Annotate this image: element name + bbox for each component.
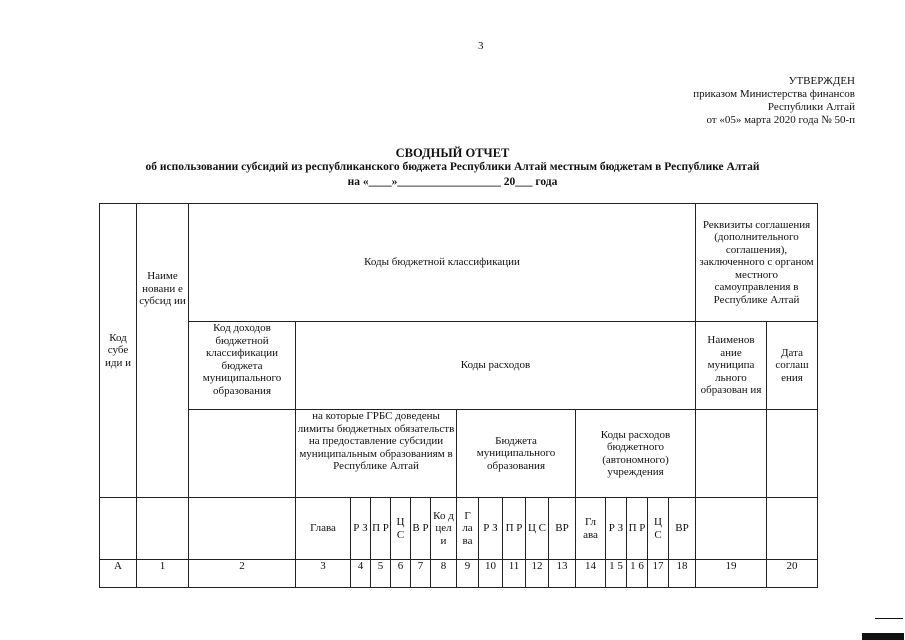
- header-institution-codes: Коды расходов бюджетного (автономного) учреждения: [576, 410, 696, 498]
- sub-empty-2: [189, 498, 296, 560]
- sub-budget-vr: ВР: [549, 498, 576, 560]
- subsidy-report-table: [99, 203, 818, 588]
- header-municipality-name: Наименов ание муниципа льного образован ия: [696, 322, 767, 410]
- num-cell: 7: [411, 560, 431, 588]
- num-cell: 10: [479, 560, 503, 588]
- approval-order: приказом Министерства финансов: [693, 88, 855, 100]
- sub-inst-rz: Р З: [606, 498, 627, 560]
- sub-grbs-purpose-code: Ко д цел и: [431, 498, 457, 560]
- report-date-line: на «____»__________________ 20___ года: [347, 176, 558, 188]
- sub-budget-pr: П Р: [503, 498, 526, 560]
- header-expense-codes: Коды расходов: [296, 322, 696, 410]
- sub-budget-rz: Р З: [479, 498, 503, 560]
- num-cell: 9: [457, 560, 479, 588]
- header-agreement-date: Дата соглаш ения: [767, 322, 818, 410]
- sub-budget-cs: Ц С: [526, 498, 549, 560]
- sub-inst-pr: П Р: [627, 498, 648, 560]
- header-agreement-details: Реквизиты соглашения (дополнительного соглашения), заключенного с органом местного самоуправления в Республике Алтай: [696, 204, 818, 322]
- header-income-code: Код доходов бюджетной классификации бюджета муниципального образования: [189, 322, 296, 410]
- num-cell: 17: [648, 560, 669, 588]
- scan-artifact-line: [875, 618, 903, 619]
- num-cell: 13: [549, 560, 576, 588]
- num-cell: 6: [391, 560, 411, 588]
- num-cell: 8: [431, 560, 457, 588]
- num-cell: 20: [767, 560, 818, 588]
- num-cell: 14: [576, 560, 606, 588]
- sub-grbs-rz: Р З: [351, 498, 371, 560]
- num-cell: 11: [503, 560, 526, 588]
- approval-republic: Республики Алтай: [767, 101, 855, 113]
- num-cell: 5: [371, 560, 391, 588]
- header-grbs-limits: на которые ГРБС доведены лимиты бюджетных обязательств на предоставление субсидии муниципальным образованиям в Республике Алтай: [296, 410, 457, 498]
- num-cell: 2: [189, 560, 296, 588]
- document-subtitle: об использовании субсидий из республиканского бюджета Республики Алтай местным бюджетам в Республике Алтай: [145, 161, 760, 173]
- header-date-empty: [767, 410, 818, 498]
- sub-grbs-pr: П Р: [371, 498, 391, 560]
- sub-empty-19: [696, 498, 767, 560]
- num-cell: 4: [351, 560, 371, 588]
- num-cell: 12: [526, 560, 549, 588]
- num-cell: 1 5: [606, 560, 627, 588]
- sub-empty-a: [100, 498, 137, 560]
- page-number: 3: [478, 40, 484, 52]
- num-cell: 3: [296, 560, 351, 588]
- header-income-code-empty: [189, 410, 296, 498]
- sub-inst-chapter: Гл ава: [576, 498, 606, 560]
- sub-grbs-chapter: Глава: [296, 498, 351, 560]
- header-municipal-budget: Бюджета муниципального образования: [457, 410, 576, 498]
- sub-grbs-cs: Ц С: [391, 498, 411, 560]
- sub-empty-20: [767, 498, 818, 560]
- sub-budget-chapter: Г ла ва: [457, 498, 479, 560]
- header-municipality-empty: [696, 410, 767, 498]
- sub-grbs-vr: В Р: [411, 498, 431, 560]
- approval-block: [615, 75, 855, 127]
- num-cell: А: [100, 560, 137, 588]
- num-cell: 1 6: [627, 560, 648, 588]
- num-cell: 19: [696, 560, 767, 588]
- document-title: СВОДНЫЙ ОТЧЕТ: [395, 146, 510, 160]
- approval-date: от «05» марта 2020 года № 50-п: [706, 114, 855, 126]
- header-subsidy-code: Код субе иди и: [100, 204, 137, 498]
- scan-artifact-mark: [862, 633, 904, 640]
- sub-inst-cs: Ц С: [648, 498, 669, 560]
- num-cell: 18: [669, 560, 696, 588]
- approval-title: УТВЕРЖДЕН: [788, 75, 855, 87]
- num-cell: 1: [137, 560, 189, 588]
- header-budget-codes: Коды бюджетной классификации: [189, 204, 696, 322]
- sub-inst-vr: ВР: [669, 498, 696, 560]
- column-number-row: [100, 560, 818, 588]
- header-subsidy-name: Наиме новани е субсид ии: [137, 204, 189, 498]
- sub-empty-1: [137, 498, 189, 560]
